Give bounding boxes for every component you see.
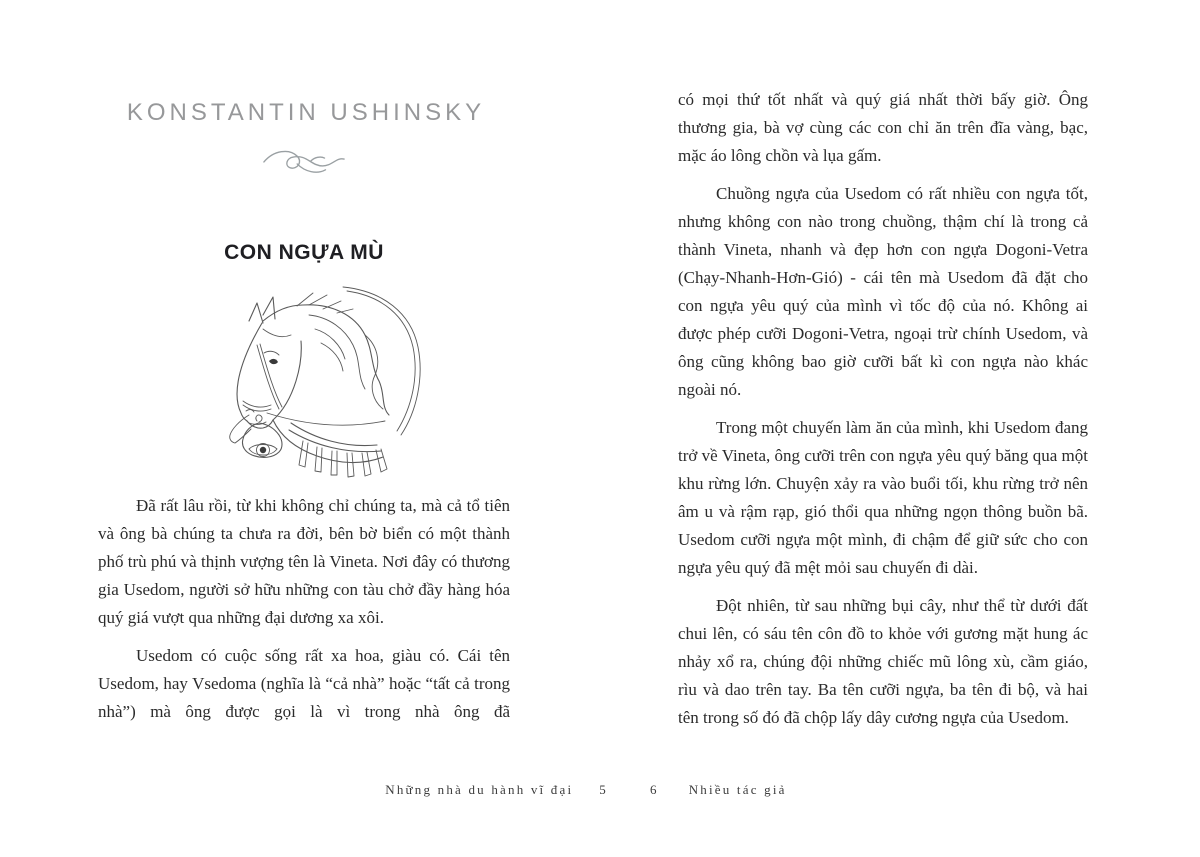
paragraph: Chuồng ngựa của Usedom có rất nhiều con ngựa tốt, nhưng không con nào trong chuồng, thậm chí là trong cả thành Vineta, nhanh và đẹp hơn con ngựa Dogoni-Vetra (Chạy-Nhanh-Hơn-Gió) - cái tên mà Usedom đã đặt cho con ngựa yêu quý của mình vì tốc độ của nó. Không ai được phép cưỡi Dogoni-Vetra, ngoại trừ chính Usedom, và ông cũng không bao giờ cưỡi bất kì con ngựa nào khác ngoài nó. (678, 184, 1088, 399)
flourish-ornament (98, 144, 510, 183)
running-author: Nhiều tác giả (688, 782, 787, 797)
left-page-body (98, 492, 510, 778)
paragraph: Trong một chuyến làm ăn của mình, khi Usedom đang trở về Vineta, ông cưỡi trên con ngựa yêu quý băng qua một khu rừng lớn. Chuyện xảy ra vào buổi tối, khu rừng trở nên âm u và rậm rạp, gió thổi qua những ngọn thông buồn bã. Usedom cưỡi ngựa một mình, đi chậm để giữ sức cho con ngựa yêu quý đã mệt mỏi sau chuyến đi dài. (678, 418, 1088, 577)
author-name: KONSTANTIN USHINSKY (126, 99, 486, 126)
paragraph: Đột nhiên, từ sau những bụi cây, như thể từ dưới đất chui lên, có sáu tên côn đồ to khỏe với gương mặt hung ác nhảy xổ ra, chúng đội những chiếc mũ lông xù, cầm giáo, rìu và dao trên tay. Ba tên cưỡi ngựa, ba tên đi bộ, và hai tên trong số đó đã chộp lấy dây cương ngựa của Usedom. (678, 596, 1088, 727)
paragraph: Usedom có cuộc sống rất xa hoa, giàu có. Cái tên Usedom, hay Vsedoma (nghĩa là “cả nhà” hoặc “tất cả trong nhà”) mà ông được gọi là vì trong nhà ông đã (98, 646, 510, 721)
paragraph: Đã rất lâu rồi, từ khi không chỉ chúng ta, mà cả tổ tiên và ông bà chúng ta chưa ra đời, bên bờ biển có một thành phố trù phú và thịnh vượng tên là Vineta. Nơi đây có thương gia Usedom, người sở hữu những con tàu chở đầy hàng hóa quý giá vượt qua những đại dương xa xôi. (98, 496, 510, 627)
right-page-body (678, 86, 1088, 776)
running-title: Những nhà du hành vĩ đại (385, 782, 574, 797)
horse-head-sketch-icon (205, 283, 440, 483)
page-number-left: 5 (599, 782, 608, 797)
horse-illustration (205, 283, 440, 483)
story-title: CON NGỰA MÙ (224, 241, 384, 264)
left-page (98, 0, 608, 857)
page-number-right: 6 (650, 782, 659, 797)
paragraph: có mọi thứ tốt nhất và quý giá nhất thời bấy giờ. Ông thương gia, bà vợ cùng các con chỉ ăn trên đĩa vàng, bạc, mặc áo lông chồn và lụa gấm. (678, 90, 1088, 165)
right-page-footer (650, 782, 787, 798)
left-page-footer (196, 782, 608, 798)
right-page (678, 0, 1088, 857)
flourish-swash-icon (260, 144, 348, 178)
